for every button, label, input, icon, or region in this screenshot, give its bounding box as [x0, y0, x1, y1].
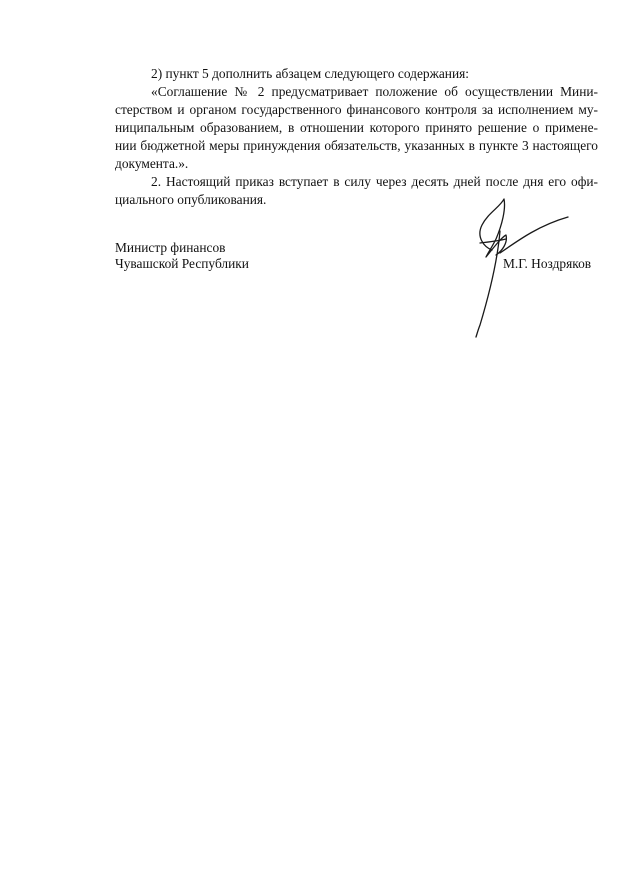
body-line-7: 2. Настоящий приказ вступает в силу через десять дней после дня его офи-: [151, 174, 598, 189]
signer-name: М.Г. Ноздряков: [503, 256, 592, 271]
signer-position-line-2: Чувашской Республики: [115, 256, 249, 271]
body-line-2: «Соглашение № 2 предусматривает положение об осуществлении Мини-: [151, 84, 598, 99]
handwritten-signature: [440, 195, 580, 340]
body-line-5: нии бюджетной меры принуждения обязательств, указанных в пункте 3 настоящего: [115, 138, 598, 153]
signature-stroke-cross: [480, 239, 506, 243]
signature-stroke-loop: [480, 199, 506, 257]
body-line-6: документа.».: [115, 156, 189, 171]
body-line-1: 2) пункт 5 дополнить абзацем следующего содержания:: [151, 66, 470, 81]
signature-stroke-tail: [476, 231, 500, 337]
signer-position-line-1: Министр финансов: [115, 240, 226, 255]
body-line-8: циального опубликования.: [115, 192, 267, 207]
body-line-4: ниципальным образованием, в отношении которого принято решение о примене-: [115, 120, 598, 135]
body-line-3: стерством и органом государственного финансового контроля за исполнением му-: [115, 102, 598, 117]
signature-stroke-sweep: [500, 217, 568, 253]
